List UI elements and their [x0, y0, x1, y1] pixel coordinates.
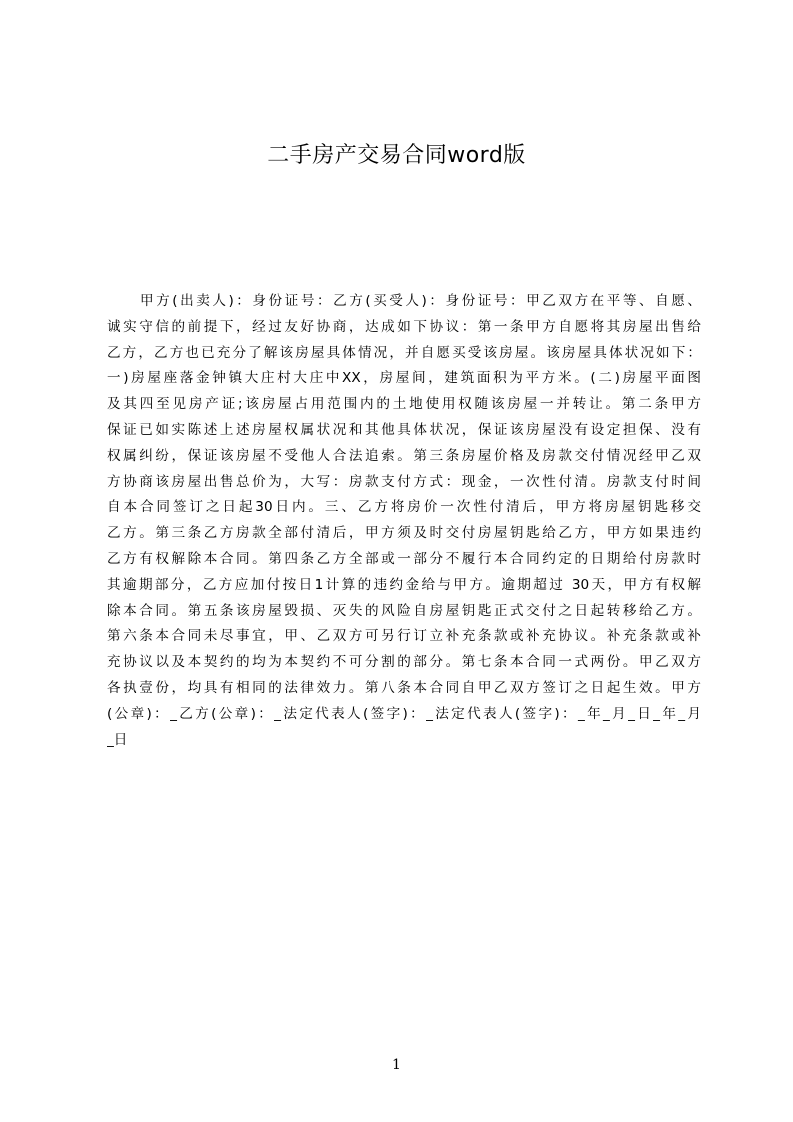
body-line-5: 及其四至见房产证;该房屋占用范围内的土地使用权随该房屋一并转让。第二条甲方: [107, 396, 701, 413]
body-line-7: 权属纠纷，保证该房屋不受他人合法追索。第三条房屋价格及房款交付情况经甲乙双: [107, 447, 701, 464]
body-line-14: 第六条本合同未尽事宜，甲、乙双方可另行订立补充条款或补充协议。补充条款或补: [107, 628, 701, 645]
page-number: 1: [392, 1057, 401, 1073]
body-line-18: _日: [107, 731, 128, 748]
body-line-15: 充协议以及本契约的均为本契约不可分割的部分。第七条本合同一式两份。甲乙双方: [107, 654, 701, 671]
body-line-12: 其逾期部分，乙方应加付按日1计算的违约金给与甲方。逾期超过 30天，甲方有权解: [107, 576, 701, 593]
body-line-2: 诚实守信的前提下，经过友好协商，达成如下协议：第一条甲方自愿将其房屋出售给: [107, 318, 701, 335]
body-line-16: 各执壹份，均具有相同的法律效力。第八条本合同自甲乙双方签订之日起生效。甲方: [107, 679, 701, 696]
body-line-13: 除本合同。第五条该房屋毁损、灭失的风险自房屋钥匙正式交付之日起转移给乙方。: [107, 602, 701, 619]
body-line-4: 一)房屋座落金钟镇大庄村大庄中XX，房屋间，建筑面积为平方米。(二)房屋平面图: [107, 370, 701, 387]
body-line-6: 保证已如实陈述上述房屋权属状况和其他具体状况，保证该房屋没有设定担保、没有: [107, 421, 701, 438]
document-title: 二手房产交易合同word版: [267, 143, 526, 168]
contract-body: [107, 289, 701, 753]
body-line-1: 甲方(出卖人)：身份证号：乙方(买受人)：身份证号：甲乙双方在平等、自愿、: [140, 293, 701, 309]
body-line-3: 乙方，乙方也已充分了解该房屋具体情况，并自愿买受该房屋。该房屋具体状况如下：: [107, 344, 701, 361]
body-line-10: 乙方。第三条乙方房款全部付清后，甲方须及时交付房屋钥匙给乙方，甲方如果违约: [107, 525, 701, 542]
body-line-9: 自本合同签订之日起30日内。三、乙方将房价一次性付清后，甲方将房屋钥匙移交: [107, 499, 701, 516]
body-line-11: 乙方有权解除本合同。第四条乙方全部或一部分不履行本合同约定的日期给付房款时: [107, 550, 701, 567]
body-line-17: (公章)：_乙方(公章)：_法定代表人(签字)：_法定代表人(签字)：_年_月_日_年_月: [107, 705, 701, 722]
body-line-8: 方协商该房屋出售总价为，大写：房款支付方式：现金，一次性付清。房款支付时间: [107, 473, 701, 490]
